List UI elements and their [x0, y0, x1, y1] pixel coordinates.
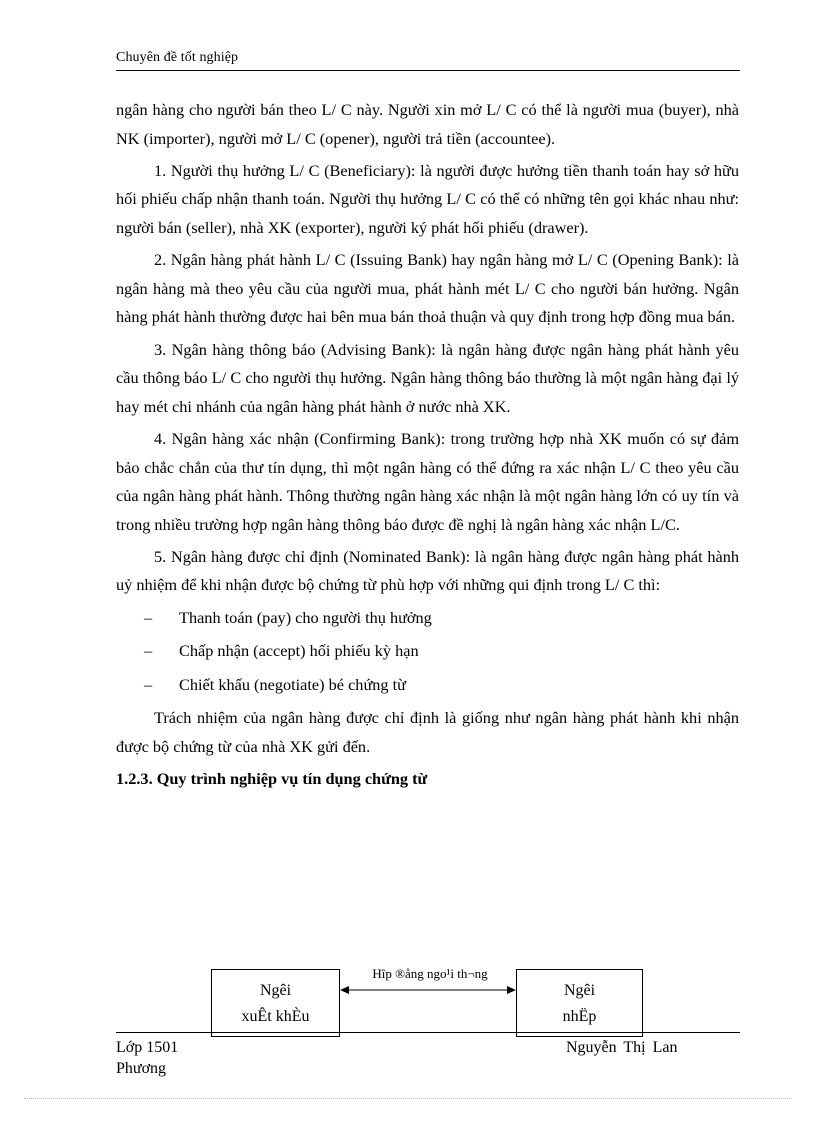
contract-label: Hîp ®ång ngo¹i th¬ng — [372, 966, 488, 981]
section-heading: 1.2.3. Quy trình nghiệp vụ tín dụng chứng từ — [116, 769, 428, 789]
footer-name-continuation: Phương — [116, 1060, 167, 1077]
paragraph-beneficiary: 1. Người thụ hưởng L/ C (Beneficiary): là người được hưởng tiền thanh toán hay sở hữu hối phiếu chấp nhận thanh toán. Người thụ hưởng L/ C có thể có những tên gọi khác nhau như: người bán (seller), nhà XK (exporter), người ký phát hối phiếu (drawer). — [116, 160, 739, 237]
footer-divider — [116, 1032, 740, 1033]
exporter-label-line2: xuÊt khÈu — [241, 1008, 310, 1025]
bullet-dash: – — [144, 607, 153, 627]
header-title: Chuyên đề tốt nghiệp — [116, 50, 239, 65]
paragraph-nominated-bank: 5. Ngân hàng được chỉ định (Nominated Bank): là ngân hàng được ngân hàng phát hành uỷ nhiệm để khi nhận được bộ chứng từ phù hợp với những qui định trong L/ C thì: — [116, 546, 739, 595]
list-item — [116, 671, 739, 700]
paragraph-issuing-bank: 2. Ngân hàng phát hành L/ C (Issuing Bank) hay ngân hàng mở L/ C (Opening Bank): là ngân hàng mà theo yêu cầu của người mua, phát hành mét L/ C cho người bán hưởng. Ngân hàng phát hành thường được hai bên mua bán thoả thuận và quy định trong hợp đồng mua bán. — [116, 250, 739, 327]
header-divider — [116, 70, 740, 71]
document-body — [116, 96, 739, 794]
importer-label-line2: nhËp — [562, 1008, 597, 1025]
bullet-dash: – — [144, 641, 153, 661]
footer-class — [116, 1037, 178, 1079]
bullet-text: Chấp nhận (accept) hối phiếu kỳ hạn — [179, 641, 419, 661]
bullet-text: Chiết khấu (negotiate) bé chứng từ — [179, 674, 406, 694]
paragraph-responsibility: Trách nhiệm của ngân hàng được chỉ định là giống như ngân hàng phát hành khi nhận được bộ chứng từ của nhà XK gửi đến. — [116, 708, 739, 757]
exporter-box — [211, 969, 340, 1037]
paragraph-intro: ngân hàng cho người bán theo L/ C này. Người xin mở L/ C có thể là người mua (buyer), nhà NK (importer), người mở L/ C (opener), người trả tiền (accountee). — [116, 100, 739, 148]
list-item — [116, 604, 739, 633]
bullet-text: Thanh toán (pay) cho người thụ hưởng — [179, 607, 432, 627]
page-bottom-dotted-line — [24, 1098, 792, 1099]
process-diagram — [0, 960, 816, 1040]
paragraph-confirming-bank: 4. Ngân hàng xác nhận (Confirming Bank): trong trường hợp nhà XK muốn có sự đảm bảo chắc chắn của thư tín dụng, thì một ngân hàng có thể đứng ra xác nhận L/ C theo yêu cầu của ngân hàng phát hành. Thông thường ngân hàng xác nhận là một ngân hàng lớn có uy tín và trong nhiều trường hợp ngân hàng thông báo được đề nghị là ngân hàng xác nhận L/C. — [116, 428, 739, 534]
paragraph-advising-bank: 3. Ngân hàng thông báo (Advising Bank): là ngân hàng được ngân hàng phát hành yêu cầu thông báo L/ C cho người thụ hưởng. Ngân hàng thông báo thường là một ngân hàng đại lý hay mét chi nhánh của ngân hàng phát hành ở nước nhà XK. — [116, 339, 739, 416]
footer-class-line: Lớp 1501 — [116, 1039, 179, 1056]
list-item — [116, 637, 739, 666]
bullet-dash: – — [144, 674, 153, 694]
exporter-label-line1: Ngêi — [259, 982, 292, 999]
footer-author: Nguyễn Thị Lan — [566, 1039, 678, 1056]
importer-label-line1: Ngêi — [563, 982, 596, 999]
importer-box — [516, 969, 643, 1037]
